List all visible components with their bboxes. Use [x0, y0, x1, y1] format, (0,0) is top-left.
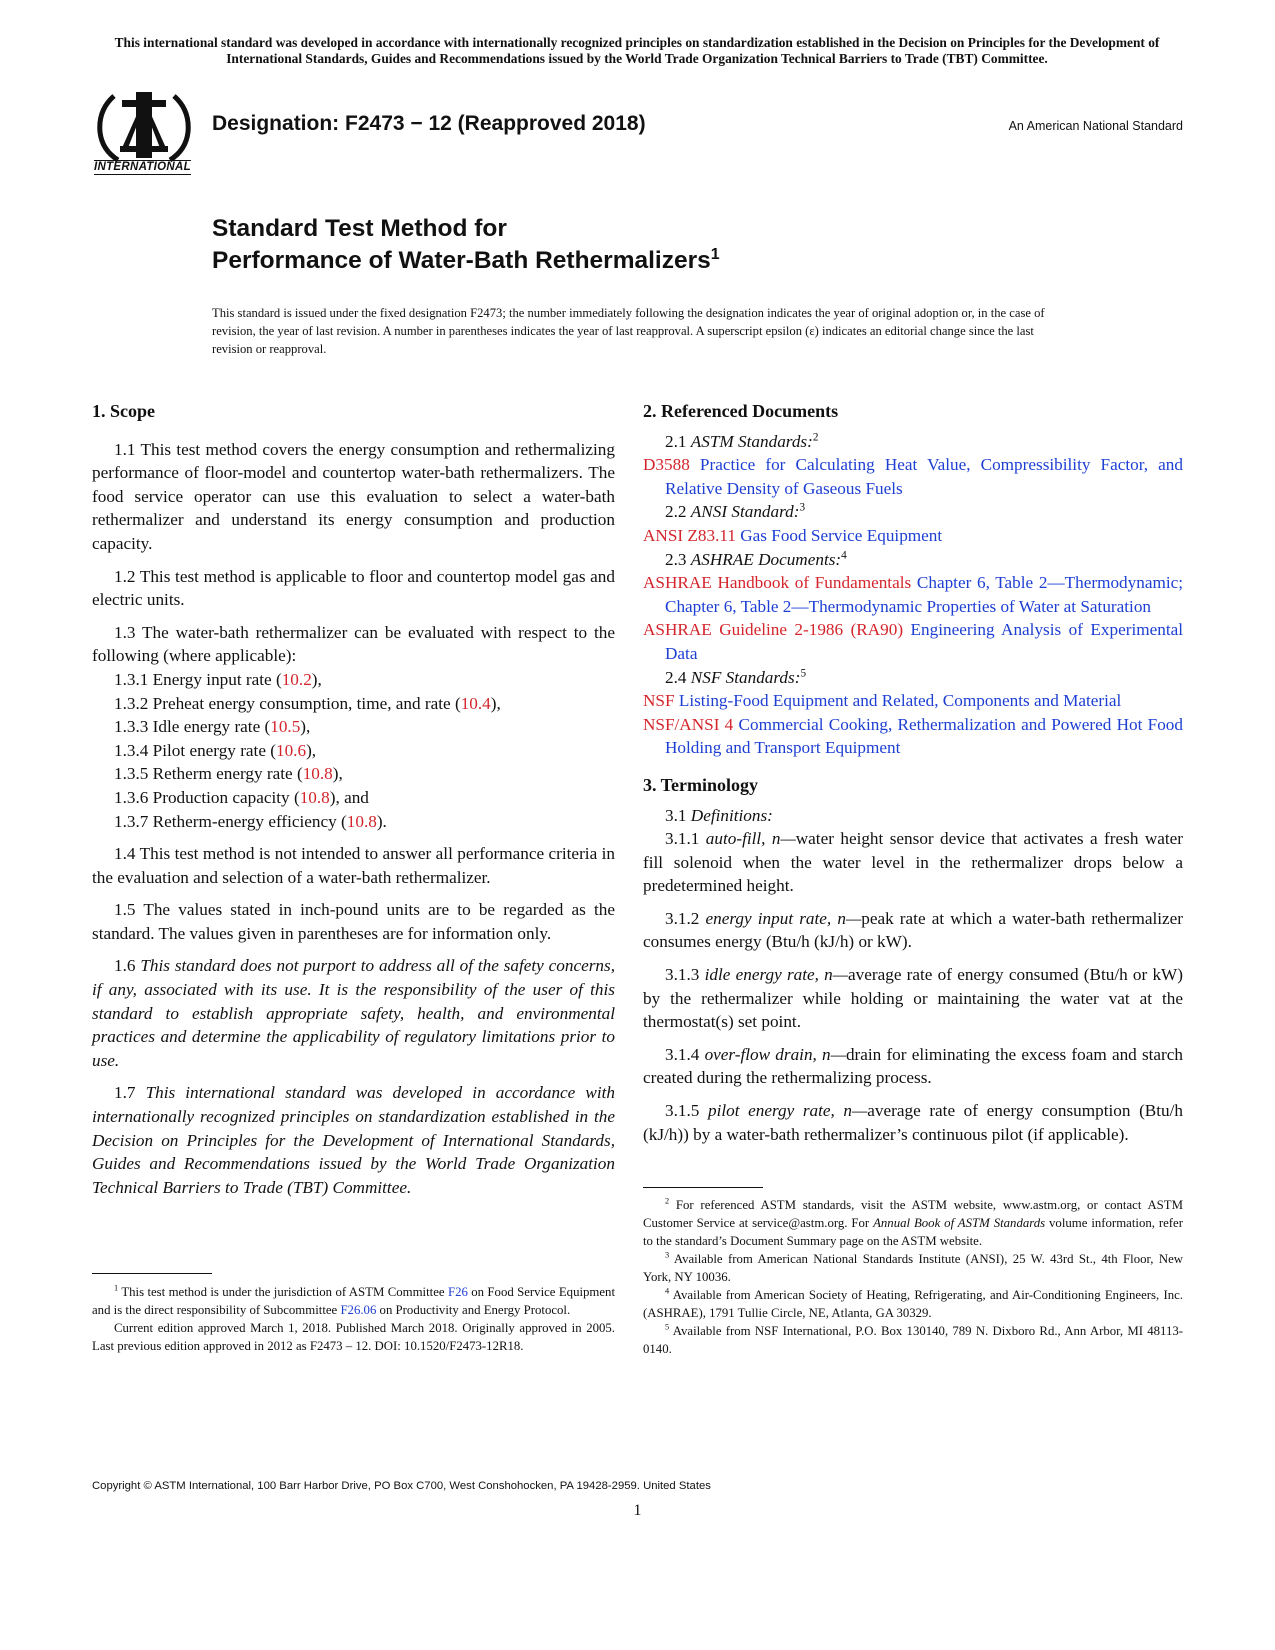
document-title — [212, 213, 720, 277]
list-item: 1.3.7 Retherm-energy efficiency (10.8). — [114, 811, 387, 831]
page-number: 1 — [633, 1502, 642, 1519]
reference-title-link[interactable]: Listing-Food Equipment and Related, Components and Material — [678, 691, 1122, 711]
title-footnote-mark[interactable]: 1 — [710, 245, 720, 263]
subsection-2-4: 2.4 NSF Standards:$^5$ — [665, 666, 807, 687]
footnote-2: $^2$ For referenced ASTM standards, visit the ASTM website, www.astm.org, or contact ASTM Customer Service at service@astm.org. For Annual Book of ASTM Standards volume information, refer to the standard’s Document Summary page on the ASTM website. — [643, 1196, 1183, 1248]
reference-code-link[interactable]: ASHRAE Guideline 2-1986 (RA90) — [643, 620, 904, 640]
title-line-1: Standard Test Method for — [212, 215, 507, 242]
list-item: 1.3.3 Idle energy rate (10.5), — [114, 717, 311, 737]
reference-title-link[interactable]: Commercial Cooking, Rethermalization and Powered Hot Food Holding and Transport Equipment — [665, 714, 1183, 758]
footnote-1: $^1$ This test method is under the jurisdiction of ASTM Committee F26 on Food Service Equipment and is the direct responsibility of Subcommittee F26.06 on Productivity and Energy Protocol. — [92, 1283, 616, 1317]
top-notice: This international standard was developed in accordance with internationally recognized principles on standardization established in the Decision on Principles for the Development of International Standards, Guides and Recommendations issued by the World Trade Organization Technical Barriers to Trade (TBT) Committee. — [114, 35, 1160, 66]
footnotes-left — [92, 1283, 615, 1355]
reference-code-link[interactable]: ANSI Z83.11 — [643, 525, 736, 545]
reference-title-link[interactable]: Engineering Analysis of Experimental Data — [665, 620, 1184, 663]
terminology-heading: 3. Terminology — [643, 774, 759, 795]
section-link[interactable]: 10.4 — [460, 693, 491, 713]
section-link[interactable]: 10.5 — [270, 717, 301, 737]
footnote-1-edition: Current edition approved March 1, 2018. Published March 2018. Originally approved in 2005. Last previous edition approved in 2012 as F2473 – 12. DOI: 10.1520/F2473-12R18. — [92, 1321, 615, 1353]
section-link[interactable]: 10.8 — [299, 787, 330, 807]
reference-item — [643, 524, 1183, 548]
section-link[interactable]: 10.2 — [281, 669, 312, 689]
definition-3-1-5: 3.1.5 pilot energy rate, n—average rate of energy consumption (Btu/h (kJ/h)) by a water-bath rethermalizer’s continuous pilot (if applicable). — [643, 1101, 1183, 1144]
scope-list — [92, 668, 615, 833]
reference-title-link[interactable]: Practice for Calculating Heat Value, Compressibility Factor, and Relative Density of Gaseous Fuels — [665, 455, 1183, 498]
reference-item — [643, 713, 1183, 760]
para-1-7: 1.7 This international standard was developed in accordance with internationally recognized principles on standardization established in the Decision on Principles for the Development of International Standards, Guides and Recommendations issued by the World Trade Organization Technical Barriers to Trade (TBT) Committee. — [92, 1083, 615, 1197]
para-1-5: 1.5 The values stated in inch-pound units are to be regarded as the standard. The values given in parentheses are for information only. — [92, 900, 615, 943]
definition-3-1-4: 3.1.4 over-flow drain, n—drain for eliminating the excess foam and starch created during the rethermalizing process. — [643, 1044, 1184, 1088]
section-link[interactable]: 10.8 — [346, 811, 377, 831]
footnotes-right — [643, 1196, 1183, 1358]
definition-3-1-1: 3.1.1 auto-fill, n—water height sensor device that activates a fresh water fill solenoid when the water level in the rethermalizer drops below a predetermined height. — [643, 829, 1183, 896]
footnote-4: $^4$ Available from American Society of Heating, Refrigerating, and Air-Conditioning Engineers, Inc. (ASHRAE), 1791 Tullie Circle, NE, Atlanta, GA 30329. — [643, 1286, 1183, 1320]
reference-code-link[interactable]: ASHRAE Handbook of Fundamentals — [643, 573, 912, 593]
footnote-rule-left — [92, 1273, 212, 1274]
designation: Designation: F2473 − 12 (Reapproved 2018) — [212, 112, 646, 135]
reference-item — [643, 571, 1183, 618]
copyright: Copyright © ASTM International, 100 Barr Harbor Drive, PO Box C700, West Conshohocken, PA 19428-2959. United States — [92, 1480, 711, 1492]
reference-code-link[interactable]: NSF — [643, 691, 675, 711]
subsection-3-1: 3.1 Definitions: — [665, 805, 773, 825]
title-line-2: Performance of Water-Bath Rethermalizers$^1$ — [212, 245, 720, 274]
subsection-2-3: 2.3 ASHRAE Documents:$^4$ — [665, 548, 847, 569]
logo-wordmark: INTERNATIONAL — [94, 161, 191, 173]
list-item: 1.3.5 Retherm energy rate (10.8), — [114, 764, 343, 784]
footnote-3: $^3$ Available from American National Standards Institute (ANSI), 25 W. 43rd St., 4th Floor, New York, NY 10036. — [643, 1250, 1183, 1284]
list-item: 1.3.4 Pilot energy rate (10.6), — [114, 740, 317, 760]
para-1-6: 1.6 This standard does not purport to address all of the safety concerns, if any, associated with its use. It is the responsibility of the user of this standard to establish appropriate safety, health, and environmental practices and determine the applicability of regulatory limitations prior to use. — [92, 956, 615, 1070]
subcommittee-link[interactable]: F26.06 — [340, 1303, 377, 1317]
footnote-rule-right — [643, 1187, 763, 1188]
scope-heading: 1. Scope — [92, 401, 155, 421]
section-link[interactable]: 10.6 — [275, 740, 307, 760]
para-1-2: 1.2 This test method is applicable to floor and countertop model gas and electric units. — [92, 566, 615, 610]
reference-code-link[interactable]: NSF/ANSI 4 — [643, 714, 734, 734]
footnote-5: $^5$ Available from NSF International, P.O. Box 130140, 789 N. Dixboro Rd., Ann Arbor, MI 48113-0140. — [643, 1322, 1183, 1356]
subsection-2-1: 2.1 ASTM Standards:$^2$ — [665, 430, 819, 451]
right-column — [643, 400, 1183, 1155]
reference-item — [643, 618, 1183, 665]
section-link[interactable]: 10.8 — [302, 764, 333, 784]
reference-item — [643, 453, 1183, 500]
reference-item — [643, 689, 1183, 713]
committee-link[interactable]: F26 — [447, 1285, 468, 1299]
referenced-documents-heading: 2. Referenced Documents — [643, 401, 839, 421]
left-column — [92, 400, 615, 1208]
subsection-2-2: 2.2 ANSI Standard:$^3$ — [665, 501, 806, 522]
para-1-4: 1.4 This test method is not intended to answer all performance criteria in the evaluation and selection of a water-bath rethermalizer. — [92, 844, 615, 887]
american-national-standard: An American National Standard — [1008, 119, 1183, 133]
reference-code-link[interactable]: D3588 — [643, 455, 690, 475]
list-item: 1.3.2 Preheat energy consumption, time, and rate (10.4), — [114, 693, 501, 713]
definition-3-1-3: 3.1.3 idle energy rate, n—average rate of energy consumed (Btu/h or kW) by the rethermalizer while holding or maintaining the water vat at the thermostat(s) set point. — [643, 965, 1183, 1032]
issue-note: This standard is issued under the fixed designation F2473; the number immediately following the designation indicates the year of original adoption or, in the case of revision, the year of last revision. A number in parentheses indicates the year of last reapproval. A superscript epsilon (ε) indicates an editorial change since the last revision or reapproval. — [212, 306, 1045, 356]
reference-title-link[interactable]: Chapter 6, Table 2—Thermodynamic; Chapter 6, Table 2—Thermodynamic Properties of Water at Saturation — [665, 573, 1184, 616]
list-item: 1.3.6 Production capacity (10.8), and — [114, 787, 369, 807]
astm-logo — [92, 88, 197, 180]
list-item: 1.3.1 Energy input rate (10.2), — [114, 669, 322, 689]
para-1-1: 1.1 This test method covers the energy consumption and rethermalizing performance of floor-model and countertop water-bath rethermalizers. The food service operator can use this evaluation to select a water-bath rethermalizer and understand its energy consumption and production capacity. — [92, 439, 615, 553]
para-1-3: 1.3 The water-bath rethermalizer can be evaluated with respect to the following (where applicable): — [92, 622, 615, 666]
definition-3-1-2: 3.1.2 energy input rate, n—peak rate at which a water-bath rethermalizer consumes energy (Btu/h (kJ/h) or kW). — [643, 908, 1184, 952]
reference-title-link[interactable]: Gas Food Service Equipment — [740, 525, 943, 545]
